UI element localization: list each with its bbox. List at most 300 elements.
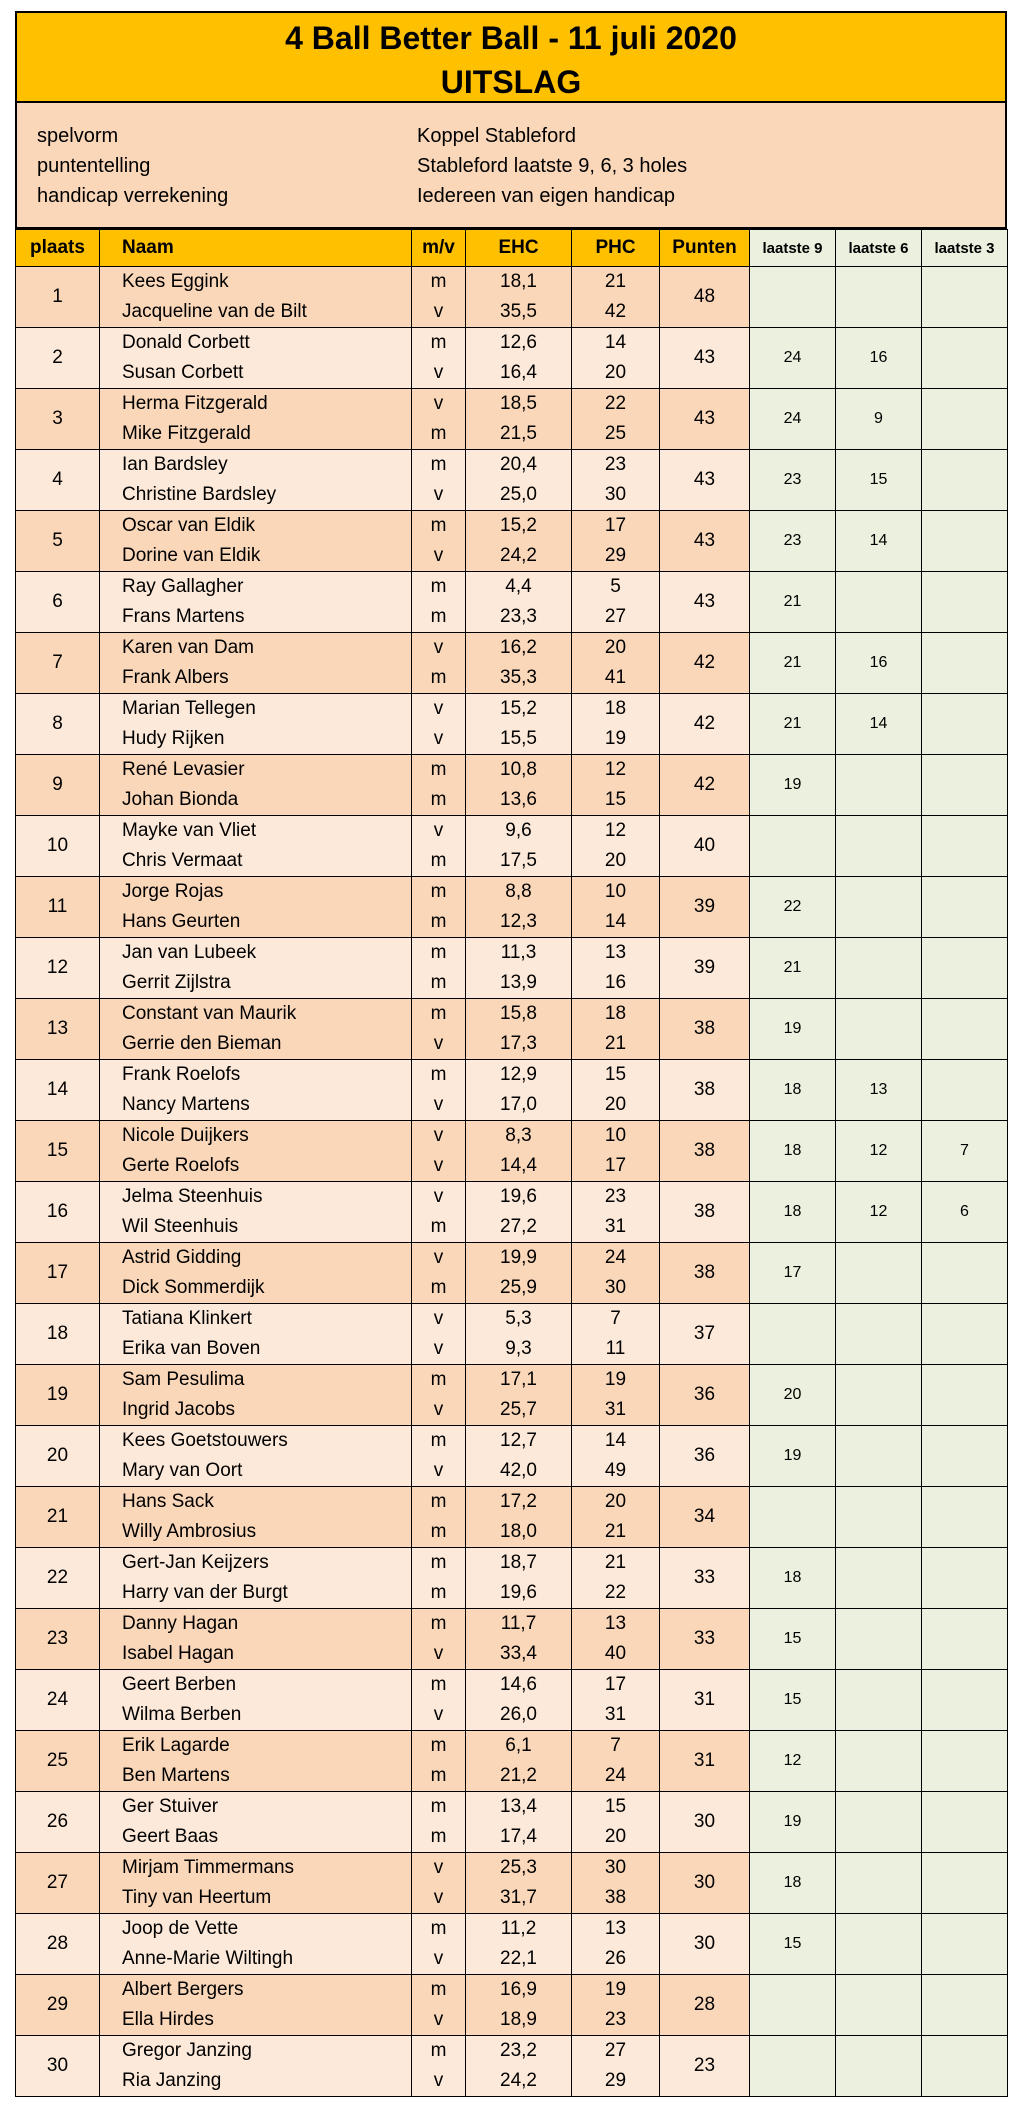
cell-naam	[100, 1731, 412, 1792]
cell-plaats: 18	[16, 1304, 100, 1365]
cell-laatste-3	[922, 511, 1008, 572]
player-name: Wilma Berben	[122, 1704, 242, 1725]
cell-plaats: 19	[16, 1365, 100, 1426]
cell-mv	[412, 1975, 466, 2036]
cell-plaats: 24	[16, 1670, 100, 1731]
cell-laatste-3	[922, 2036, 1008, 2097]
player-ehc: 14,4	[500, 1155, 537, 1176]
cell-laatste-6	[836, 1731, 922, 1792]
cell-naam	[100, 1792, 412, 1853]
table-row	[16, 1487, 1008, 1548]
cell-phc	[572, 1304, 660, 1365]
player-gender: m	[430, 1613, 447, 1634]
player-name: Karen van Dam	[122, 637, 255, 658]
player-ehc: 16,4	[500, 362, 537, 383]
cell-laatste-6: 14	[836, 694, 922, 755]
player-gender: v	[433, 637, 444, 658]
cell-laatste-6	[836, 816, 922, 877]
player-phc: 23	[604, 1186, 627, 1207]
player-name: Astrid Gidding	[122, 1247, 242, 1268]
player-ehc: 26,0	[500, 1704, 537, 1725]
cell-laatste-9: 23	[750, 450, 836, 511]
cell-punten: 42	[660, 633, 750, 694]
cell-phc	[572, 572, 660, 633]
info-label: handicap verrekening	[37, 185, 229, 207]
cell-phc	[572, 1792, 660, 1853]
cell-phc	[572, 267, 660, 328]
player-gender: v	[433, 1094, 444, 1115]
player-gender: m	[430, 606, 447, 627]
cell-punten: 39	[660, 938, 750, 999]
cell-naam	[100, 1121, 412, 1182]
player-ehc: 18,7	[500, 1552, 537, 1573]
cell-laatste-3	[922, 1060, 1008, 1121]
cell-phc	[572, 1731, 660, 1792]
cell-phc	[572, 1243, 660, 1304]
player-name: Hans Sack	[122, 1491, 214, 1512]
player-name: Hudy Rijken	[122, 728, 225, 749]
table-row	[16, 267, 1008, 328]
cell-punten: 36	[660, 1426, 750, 1487]
title-box	[15, 11, 1007, 103]
cell-laatste-9	[750, 1487, 836, 1548]
cell-mv	[412, 267, 466, 328]
cell-laatste-9	[750, 1975, 836, 2036]
cell-plaats: 28	[16, 1914, 100, 1975]
cell-mv	[412, 2036, 466, 2097]
results-sheet	[15, 11, 1007, 2097]
cell-phc	[572, 1914, 660, 1975]
player-ehc: 16,2	[500, 637, 537, 658]
cell-plaats: 5	[16, 511, 100, 572]
player-gender: v	[433, 1338, 444, 1359]
cell-ehc	[466, 938, 572, 999]
cell-laatste-6	[836, 1365, 922, 1426]
cell-laatste-3	[922, 267, 1008, 328]
cell-phc	[572, 755, 660, 816]
player-phc: 16	[604, 972, 627, 993]
player-phc: 12	[604, 759, 627, 780]
cell-plaats: 11	[16, 877, 100, 938]
player-gender: m	[430, 576, 447, 597]
player-name: Gerte Roelofs	[122, 1155, 240, 1176]
cell-plaats: 3	[16, 389, 100, 450]
cell-punten: 43	[660, 511, 750, 572]
info-row-puntentelling	[17, 151, 1005, 181]
cell-laatste-6	[836, 938, 922, 999]
cell-laatste-9	[750, 267, 836, 328]
table-row	[16, 1609, 1008, 1670]
player-phc: 27	[604, 2040, 627, 2061]
player-name: Mirjam Timmermans	[122, 1857, 295, 1878]
cell-naam	[100, 572, 412, 633]
cell-laatste-3	[922, 938, 1008, 999]
player-phc: 31	[604, 1704, 627, 1725]
cell-phc	[572, 1426, 660, 1487]
cell-ehc	[466, 389, 572, 450]
player-phc: 29	[604, 2070, 627, 2091]
cell-plaats: 23	[16, 1609, 100, 1670]
player-ehc: 23,2	[500, 2040, 537, 2061]
cell-naam	[100, 1304, 412, 1365]
player-name: Gregor Janzing	[122, 2040, 252, 2061]
player-phc: 14	[604, 911, 627, 932]
cell-mv	[412, 1670, 466, 1731]
player-name: Isabel Hagan	[122, 1643, 234, 1664]
cell-plaats: 13	[16, 999, 100, 1060]
player-ehc: 35,3	[500, 667, 537, 688]
player-ehc: 17,1	[500, 1369, 537, 1390]
cell-naam	[100, 450, 412, 511]
cell-punten: 37	[660, 1304, 750, 1365]
player-name: Frank Roelofs	[122, 1064, 241, 1085]
player-ehc: 11,7	[500, 1613, 537, 1634]
cell-plaats: 8	[16, 694, 100, 755]
player-phc: 23	[604, 454, 627, 475]
cell-mv	[412, 1487, 466, 1548]
cell-laatste-6	[836, 2036, 922, 2097]
player-ehc: 18,5	[500, 393, 537, 414]
player-gender: v	[433, 1399, 444, 1420]
player-ehc: 25,0	[500, 484, 537, 505]
player-name: Gert-Jan Keijzers	[122, 1552, 269, 1573]
cell-ehc	[466, 2036, 572, 2097]
cell-laatste-3	[922, 694, 1008, 755]
cell-laatste-6	[836, 1914, 922, 1975]
cell-laatste-6	[836, 1243, 922, 1304]
cell-laatste-3	[922, 633, 1008, 694]
player-gender: m	[430, 881, 447, 902]
player-ehc: 12,6	[500, 332, 537, 353]
cell-punten: 38	[660, 1182, 750, 1243]
player-name: Susan Corbett	[122, 362, 244, 383]
player-gender: m	[430, 515, 447, 536]
page-title: 4 Ball Better Ball - 11 juli 2020	[285, 20, 737, 56]
cell-plaats: 7	[16, 633, 100, 694]
player-ehc: 11,2	[500, 1918, 537, 1939]
player-gender: m	[430, 850, 447, 871]
player-name: Kees Goetstouwers	[122, 1430, 288, 1451]
cell-mv	[412, 1182, 466, 1243]
cell-laatste-6	[836, 1487, 922, 1548]
table-row	[16, 1914, 1008, 1975]
player-phc: 19	[604, 728, 627, 749]
cell-mv	[412, 633, 466, 694]
player-gender: m	[430, 759, 447, 780]
table-row	[16, 1121, 1008, 1182]
player-phc: 24	[604, 1247, 627, 1268]
player-name: Donald Corbett	[122, 332, 250, 353]
player-gender: m	[430, 1979, 447, 2000]
player-ehc: 17,3	[500, 1033, 537, 1054]
cell-punten: 31	[660, 1670, 750, 1731]
player-phc: 14	[604, 1430, 627, 1451]
header-mv: m/v	[412, 230, 466, 267]
cell-punten: 33	[660, 1609, 750, 1670]
cell-laatste-3	[922, 877, 1008, 938]
cell-ehc	[466, 1914, 572, 1975]
cell-plaats: 12	[16, 938, 100, 999]
cell-laatste-6	[836, 755, 922, 816]
player-phc: 14	[604, 332, 627, 353]
player-phc: 17	[604, 1674, 627, 1695]
cell-mv	[412, 938, 466, 999]
cell-ehc	[466, 1731, 572, 1792]
cell-laatste-6	[836, 1304, 922, 1365]
cell-laatste-3	[922, 1853, 1008, 1914]
player-phc: 7	[610, 1308, 621, 1329]
player-phc: 24	[604, 1765, 627, 1786]
table-row	[16, 450, 1008, 511]
cell-laatste-6	[836, 999, 922, 1060]
cell-naam	[100, 755, 412, 816]
cell-phc	[572, 1670, 660, 1731]
cell-naam	[100, 1426, 412, 1487]
cell-mv	[412, 1609, 466, 1670]
cell-ehc	[466, 877, 572, 938]
cell-mv	[412, 1060, 466, 1121]
table-row	[16, 1365, 1008, 1426]
table-row	[16, 1182, 1008, 1243]
table-row	[16, 999, 1008, 1060]
player-phc: 18	[604, 1003, 627, 1024]
cell-ehc	[466, 450, 572, 511]
cell-mv	[412, 755, 466, 816]
cell-punten: 39	[660, 877, 750, 938]
cell-ehc	[466, 1670, 572, 1731]
player-phc: 21	[604, 1552, 627, 1573]
cell-plaats: 4	[16, 450, 100, 511]
cell-mv	[412, 694, 466, 755]
player-gender: m	[430, 1277, 447, 1298]
cell-mv	[412, 1426, 466, 1487]
player-phc: 10	[604, 1125, 627, 1146]
cell-laatste-6: 16	[836, 633, 922, 694]
cell-naam	[100, 816, 412, 877]
cell-laatste-9: 21	[750, 633, 836, 694]
table-row	[16, 1060, 1008, 1121]
player-name: Jan van Lubeek	[122, 942, 257, 963]
cell-laatste-9	[750, 1304, 836, 1365]
cell-mv	[412, 1731, 466, 1792]
player-ehc: 15,2	[500, 698, 537, 719]
cell-punten: 42	[660, 755, 750, 816]
player-gender: m	[430, 972, 447, 993]
cell-naam	[100, 694, 412, 755]
player-gender: m	[430, 1796, 447, 1817]
player-gender: v	[433, 545, 444, 566]
cell-punten: 38	[660, 1121, 750, 1182]
player-gender: v	[433, 393, 444, 414]
cell-ehc	[466, 1304, 572, 1365]
player-name: Tiny van Heertum	[122, 1887, 272, 1908]
cell-laatste-6	[836, 1548, 922, 1609]
player-ehc: 25,7	[500, 1399, 537, 1420]
player-ehc: 31,7	[500, 1887, 537, 1908]
player-name: Christine Bardsley	[122, 484, 277, 505]
player-name: Mayke van Vliet	[122, 820, 257, 841]
header-punten: Punten	[660, 230, 750, 267]
player-name: Joop de Vette	[122, 1918, 239, 1939]
cell-laatste-3	[922, 572, 1008, 633]
cell-phc	[572, 1487, 660, 1548]
table-header-row	[16, 230, 1008, 267]
player-name: Ingrid Jacobs	[122, 1399, 236, 1420]
cell-ehc	[466, 633, 572, 694]
cell-punten: 36	[660, 1365, 750, 1426]
header-ehc: EHC	[466, 230, 572, 267]
game-info	[15, 103, 1007, 229]
player-gender: m	[430, 454, 447, 475]
cell-naam	[100, 1182, 412, 1243]
player-phc: 17	[604, 515, 627, 536]
player-gender: m	[430, 1674, 447, 1695]
table-row	[16, 1548, 1008, 1609]
cell-punten: 34	[660, 1487, 750, 1548]
player-gender: m	[430, 271, 447, 292]
cell-laatste-3	[922, 1792, 1008, 1853]
player-name: Erik Lagarde	[122, 1735, 230, 1756]
player-name: Jelma Steenhuis	[122, 1186, 263, 1207]
player-ehc: 19,9	[500, 1247, 537, 1268]
cell-ehc	[466, 1853, 572, 1914]
cell-punten: 33	[660, 1548, 750, 1609]
player-gender: m	[430, 789, 447, 810]
cell-mv	[412, 1853, 466, 1914]
cell-naam	[100, 1670, 412, 1731]
player-gender: v	[433, 2070, 444, 2091]
cell-laatste-6: 9	[836, 389, 922, 450]
player-phc: 22	[604, 1582, 627, 1603]
cell-laatste-3	[922, 1304, 1008, 1365]
player-ehc: 35,5	[500, 301, 537, 322]
cell-punten: 38	[660, 1243, 750, 1304]
player-phc: 19	[604, 1369, 627, 1390]
player-gender: m	[430, 2040, 447, 2061]
cell-naam	[100, 328, 412, 389]
cell-laatste-9: 18	[750, 1853, 836, 1914]
player-phc: 41	[604, 667, 627, 688]
cell-laatste-9: 21	[750, 572, 836, 633]
cell-plaats: 29	[16, 1975, 100, 2036]
header-phc: PHC	[572, 230, 660, 267]
cell-plaats: 27	[16, 1853, 100, 1914]
player-name: Frank Albers	[122, 667, 229, 688]
player-gender: v	[433, 362, 444, 383]
player-gender: v	[433, 728, 444, 749]
player-ehc: 4,4	[505, 576, 532, 597]
cell-mv	[412, 1548, 466, 1609]
cell-mv	[412, 1243, 466, 1304]
cell-punten: 48	[660, 267, 750, 328]
cell-ehc	[466, 1792, 572, 1853]
cell-ehc	[466, 511, 572, 572]
cell-laatste-6: 12	[836, 1182, 922, 1243]
cell-phc	[572, 1548, 660, 1609]
player-phc: 12	[604, 820, 627, 841]
cell-ehc	[466, 572, 572, 633]
cell-mv	[412, 999, 466, 1060]
cell-mv	[412, 1914, 466, 1975]
player-name: Harry van der Burgt	[122, 1582, 288, 1603]
player-name: René Levasier	[122, 759, 245, 780]
cell-punten: 43	[660, 572, 750, 633]
info-label: spelvorm	[37, 125, 119, 147]
cell-laatste-3	[922, 328, 1008, 389]
player-name: Constant van Maurik	[122, 1003, 297, 1024]
cell-phc	[572, 1365, 660, 1426]
player-ehc: 21,5	[500, 423, 537, 444]
cell-laatste-9: 15	[750, 1914, 836, 1975]
cell-plaats: 25	[16, 1731, 100, 1792]
player-name: Ben Martens	[122, 1765, 230, 1786]
player-gender: v	[433, 1308, 444, 1329]
cell-plaats: 26	[16, 1792, 100, 1853]
cell-naam	[100, 938, 412, 999]
cell-laatste-3	[922, 1670, 1008, 1731]
player-gender: v	[433, 1643, 444, 1664]
player-name: Jacqueline van de Bilt	[122, 301, 307, 322]
player-name: Mary van Oort	[122, 1460, 243, 1481]
player-phc: 38	[604, 1887, 627, 1908]
cell-ehc	[466, 1487, 572, 1548]
player-phc: 7	[610, 1735, 621, 1756]
cell-phc	[572, 694, 660, 755]
player-name: Erika van Boven	[122, 1338, 261, 1359]
cell-naam	[100, 1609, 412, 1670]
cell-laatste-6: 14	[836, 511, 922, 572]
player-phc: 15	[604, 1796, 627, 1817]
cell-naam	[100, 1487, 412, 1548]
cell-phc	[572, 1853, 660, 1914]
cell-ehc	[466, 1426, 572, 1487]
table-row	[16, 1975, 1008, 2036]
cell-plaats: 17	[16, 1243, 100, 1304]
player-gender: v	[433, 1033, 444, 1054]
player-ehc: 12,7	[500, 1430, 537, 1451]
cell-plaats: 21	[16, 1487, 100, 1548]
info-label: puntentelling	[37, 155, 151, 177]
cell-mv	[412, 877, 466, 938]
player-phc: 17	[604, 1155, 627, 1176]
player-phc: 31	[604, 1399, 627, 1420]
player-name: Mike Fitzgerald	[122, 423, 251, 444]
cell-laatste-3	[922, 389, 1008, 450]
cell-mv	[412, 572, 466, 633]
player-ehc: 33,4	[500, 1643, 537, 1664]
cell-punten: 28	[660, 1975, 750, 2036]
table-row	[16, 938, 1008, 999]
player-ehc: 18,0	[500, 1521, 537, 1542]
player-ehc: 16,9	[500, 1979, 537, 2000]
player-phc: 13	[604, 1613, 627, 1634]
cell-laatste-3	[922, 999, 1008, 1060]
cell-plaats: 16	[16, 1182, 100, 1243]
player-phc: 11	[605, 1338, 626, 1359]
cell-ehc	[466, 328, 572, 389]
player-gender: m	[430, 1003, 447, 1024]
table-row	[16, 1670, 1008, 1731]
table-row	[16, 816, 1008, 877]
cell-punten: 38	[660, 999, 750, 1060]
player-gender: v	[433, 2009, 444, 2030]
player-ehc: 27,2	[500, 1216, 537, 1237]
cell-laatste-6	[836, 1670, 922, 1731]
player-ehc: 6,1	[505, 1735, 532, 1756]
cell-ehc	[466, 267, 572, 328]
cell-naam	[100, 2036, 412, 2097]
cell-naam	[100, 633, 412, 694]
